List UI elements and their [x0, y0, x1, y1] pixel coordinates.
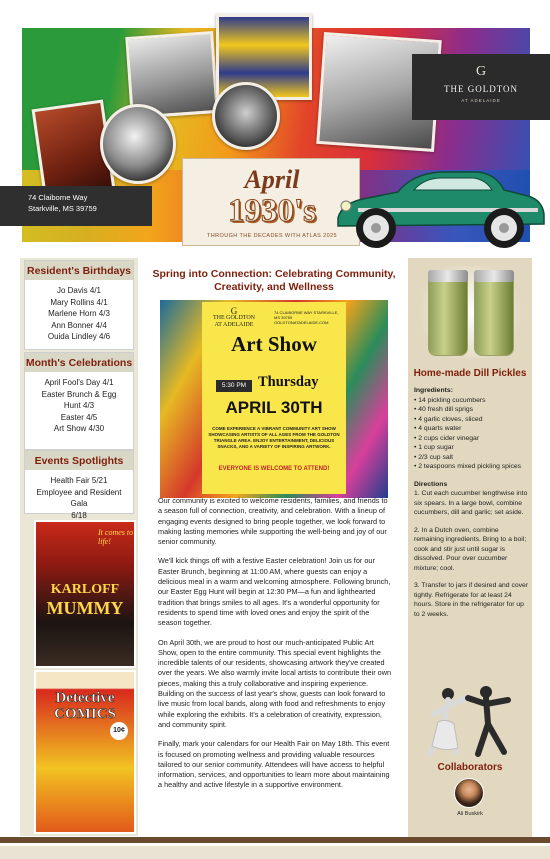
list-item: Easter 4/5 [60, 412, 98, 422]
celebrations-list [25, 372, 133, 440]
ingredient-item: • 4 garlic cloves, sliced [414, 415, 483, 423]
left-sidebar [20, 258, 138, 836]
list-item: Employee and Resident Gala [36, 487, 122, 508]
collaborator-name: Ali Buskirk [457, 811, 483, 817]
title-month: April [244, 165, 300, 194]
article-paragraph: We'll kick things off with a festive Easter celebration! Join us for our Easter Brunch, beginning at 11:00 AM, where guests can enjoy a delicious meal in a warm and welcoming atmosphere. Following brunch, our Easter Egg Hunt will begin at 12:30 PM—a fun and lighthearted tradition that brings smiles to all ages. It's a wonderful opportunity for residents to spend time with loved ones and enjoy the spirit of the season together. [158, 556, 391, 628]
dancing-couple-icon [408, 682, 532, 762]
title-year: 1930's [227, 193, 316, 229]
header-collage [0, 0, 550, 258]
list-item: Art Show 4/30 [53, 424, 105, 433]
list-item: Ann Bonner 4/4 [51, 320, 107, 330]
article-paragraph: Our community is excited to welcome residents, families, and friends to a season full of connection, creativity, and celebration. With a lineup of engaging events designed to bring people together, we look forward to making lasting memories while supporting the well-being and joy of our senior community. [158, 496, 388, 547]
pickle-jar-icon [428, 270, 468, 356]
flyer-logo-letter: G [230, 306, 238, 316]
article-body [158, 496, 392, 800]
direction-step: 3. Transfer to jars if desired and cover tightly. Refrigerate for at least 24 hours. Store in the refrigerator for up to 2 weeks. [414, 582, 529, 618]
mummy-poster-name: KARLOFF [50, 582, 120, 597]
brand-logo-letter: G [475, 64, 487, 79]
flyer-day: Thursday [258, 374, 319, 390]
list-item: Mary Rollins 4/1 [50, 297, 108, 307]
jar-lid [474, 270, 514, 282]
list-item: Easter Brunch & Egg [41, 389, 117, 399]
ingredients-list [414, 396, 530, 472]
title-subtitle: THROUGH THE DECADES WITH ATLAS 2025 [207, 233, 337, 239]
list-item: April Fool's Day 4/1 [44, 378, 114, 387]
avatar [454, 778, 484, 808]
footer-band [0, 846, 550, 859]
ingredient-item: • 40 fresh dill sprigs [414, 406, 474, 413]
events-heading: Events Spotlights [25, 451, 133, 470]
jar-lid [428, 270, 468, 282]
brand-logo [412, 54, 550, 120]
vintage-car-icon [328, 152, 550, 252]
flyer-description: COME EXPERIENCE A VIBRANT COMMUNITY ART SHOW SHOWCASING ARTISTS OF ALL AGES FROM THE GOLDTON TRIANGLE AREA. ENJOY ENTERTAINMENT, DELICIOUS SNACKS, AND A VARIETY OF INSPIRING ARTWORK. [208, 426, 340, 449]
ingredient-item: • 2 cups cider vinegar [414, 434, 480, 442]
flyer-welcome: EVERYONE IS WELCOME TO ATTEND! [218, 466, 330, 472]
detective-comics-cover-image [34, 670, 136, 834]
birthdays-box [24, 260, 134, 350]
art-show-flyer [160, 300, 388, 498]
mummy-poster-title: MUMMY [46, 598, 124, 618]
address-tag [0, 186, 152, 226]
ingredient-item: • 14 pickling cucumbers [414, 396, 486, 404]
brand-subtitle: AT ADELAIDE [461, 98, 501, 103]
address-line-2: Starkville, MS 39759 [28, 204, 97, 213]
mummy-tagline: It comes to life! [98, 528, 134, 546]
ingredient-item: • 1 cup sugar [414, 444, 454, 451]
direction-step: 2. In a Dutch oven, combine remaining ingredients. Bring to a boil; cook and stir just until sugar is dissolved. Pour over cucumber mixture; cool. [414, 526, 527, 572]
brand-name: THE GOLDTON [443, 84, 519, 94]
directions-label: Directions [414, 480, 448, 488]
events-list [25, 470, 133, 526]
birthdays-list [25, 280, 133, 348]
art-show-flyer-card [202, 302, 346, 494]
pickle-jar-icon [474, 270, 514, 356]
pickle-jars-image [418, 266, 522, 358]
article-paragraph: On April 30th, we are proud to host our much-anticipated Public Art Show, open to the entire community. This special event highlights the incredible talents of our residents, showcasing artwork they've created over the years. We also warmly invite local artists to contribute their own pieces, making this a truly collaborative and inspiring experience. Building on the success of last year's show, guests can look forward to live music from local bands, along with food and refreshments to enjoy while exploring the exhibits. It's a celebration of creativity, expression, and community spirit. [158, 637, 392, 729]
recipe-title: Home-made Dill Pickles [413, 368, 527, 379]
list-item: Jo Davis 4/1 [56, 286, 102, 295]
list-item: Hunt 4/3 [63, 401, 95, 410]
list-item: Marlene Horn 4/3 [48, 309, 110, 318]
flyer-logo [210, 308, 258, 328]
ingredient-item: • 2/3 cup salt [414, 453, 454, 461]
collaborators-heading: Collaborators [437, 762, 503, 773]
birthdays-heading: Resident's Birthdays [25, 261, 133, 280]
right-sidebar [408, 258, 532, 838]
mummy-poster-image [34, 520, 136, 668]
footer-rule [0, 837, 550, 843]
article-title-line-2: Creativity, and Wellness [214, 281, 334, 293]
ingredient-item: • 2 teaspoons mixed pickling spices [414, 463, 522, 470]
direction-step: 1. Cut each cucumber lengthwise into six spears. In a large bowl, combine cucumbers, dill and garlic; set aside. [414, 490, 528, 516]
flyer-time: 5:30 PM [216, 380, 252, 392]
article-title [150, 268, 398, 294]
flyer-logo-sub: AT ADELAIDE [214, 322, 254, 328]
flyer-date: APRIL 30TH [225, 398, 323, 417]
detective-comics-title-1: Detective [55, 690, 115, 706]
celebrations-box [24, 352, 134, 450]
frankenstein-portrait-photo [100, 104, 176, 184]
list-item: 6/18 [71, 510, 87, 520]
ingredients-label: Ingredients: [414, 387, 453, 394]
detective-comics-price: 10¢ [110, 722, 128, 740]
article-paragraph: Finally, mark your calendars for our Health Fair on May 18th. This event is focused on promoting wellness and providing valuable resources tailored to our senior community. Attendees will have access to helpful information, services, and opportunities to learn more about maintaining a healthy and active lifestyle in a supportive environment. [158, 739, 390, 790]
flyer-heading: Art Show [231, 332, 317, 356]
flyer-logo-name: THE GOLDTON [212, 315, 256, 321]
list-item: Ouida Lindley 4/6 [47, 332, 111, 341]
flyer-address: 74 CLAIBORNE WAY STARKVILLE, MS 39759 GOLDTONATADELAIDE.COM [274, 310, 339, 325]
recipe-body [414, 386, 530, 627]
ingredient-item: • 4 quarts water [414, 425, 462, 432]
address-line-1: 74 Claiborne Way [28, 193, 88, 202]
list-item: Health Fair 5/21 [50, 476, 108, 485]
detective-comics-title-2: COMICS [54, 706, 116, 722]
musician-portrait-photo [212, 82, 280, 150]
celebrations-heading: Month's Celebrations [25, 353, 133, 372]
article-title-line-1: Spring into Connection: Celebrating Community, [152, 268, 396, 280]
events-box [24, 450, 134, 520]
